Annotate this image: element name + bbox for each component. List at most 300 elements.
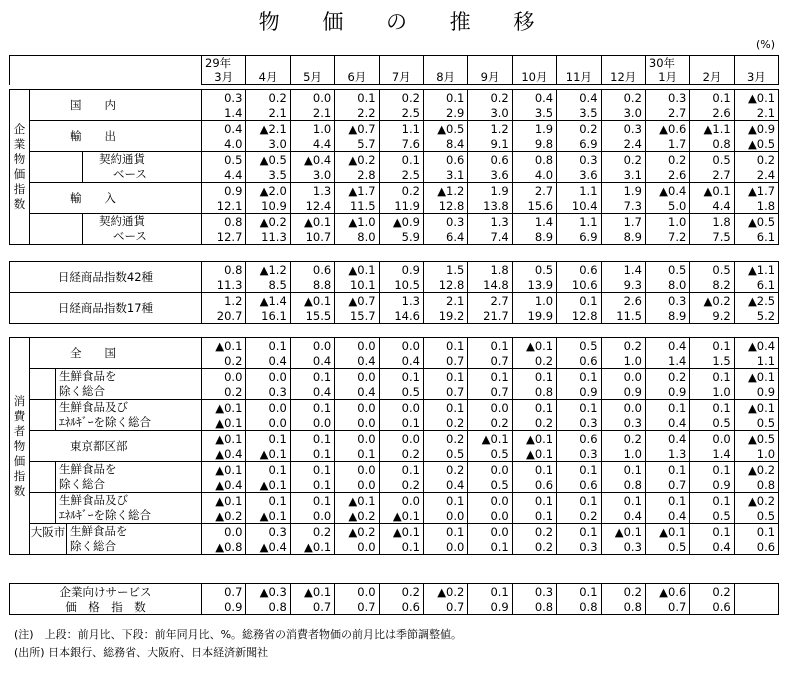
value-cell: 0.0 [335,431,379,447]
value-cell: 0.3 [557,152,601,168]
value-cell: 0.7 [423,384,467,400]
value-cell: ▲0.1 [468,431,512,447]
value-cell: ▲0.5 [246,152,290,168]
value-cell: 0.1 [645,400,689,416]
value-cell: 0.4 [202,121,246,137]
value-cell: 0.0 [290,415,334,431]
value-cell: 0.2 [734,152,778,168]
row-label [30,152,202,183]
value-cell: 0.7 [335,599,379,615]
value-cell: 10.7 [290,229,334,245]
value-cell: 0.8 [557,599,601,615]
row-label [30,90,202,121]
value-cell: 0.1 [246,431,290,447]
value-cell: 0.4 [557,90,601,106]
value-cell: ▲0.1 [512,431,556,447]
value-cell: 0.8 [246,599,290,615]
value-cell: 0.1 [379,415,423,431]
value-cell: 0.1 [335,90,379,106]
value-cell: 0.0 [468,462,512,478]
value-cell: ▲0.1 [246,477,290,493]
value-cell: 1.1 [557,183,601,199]
value-cell: 0.2 [379,446,423,462]
value-cell: 13.9 [512,277,556,293]
value-cell: 3.0 [246,136,290,152]
value-cell: 1.5 [690,353,734,369]
value-cell: ▲1.1 [690,121,734,137]
value-cell: 0.6 [512,477,556,493]
source-line: (出所) 日本銀行、総務省、大阪府、日本経済新聞社 [14,646,269,659]
value-cell: 0.1 [512,493,556,509]
row-label: 日経商品指数17種 [10,293,202,324]
value-cell: 8.5 [246,277,290,293]
year-mark: 30年 [645,56,689,71]
value-cell: 0.8 [601,477,645,493]
value-cell: 0.3 [601,539,645,555]
value-cell: 0.0 [423,539,467,555]
value-cell: 1.8 [734,198,778,214]
value-cell: 0.1 [690,400,734,416]
row-label-text: 輸 入 [70,191,116,205]
value-cell: 3.0 [468,105,512,121]
value-cell: 8.9 [601,229,645,245]
value-cell: 9.8 [512,136,556,152]
value-cell: ▲0.1 [512,446,556,462]
row-label [30,121,202,152]
value-cell: 0.5 [690,152,734,168]
value-cell: 1.5 [423,262,467,278]
value-cell: ▲0.3 [246,584,290,600]
vertical-section-label [10,90,30,245]
value-cell: 0.3 [557,415,601,431]
value-cell: 16.1 [246,308,290,324]
value-cell: 0.8 [690,136,734,152]
corporate-price-table [9,89,779,245]
value-cell: 0.2 [379,477,423,493]
value-cell: 0.7 [423,353,467,369]
value-cell: 0.0 [335,369,379,385]
value-cell: 8.4 [423,136,467,152]
value-cell: 0.1 [468,338,512,354]
value-cell: ▲0.5 [734,136,778,152]
value-cell: 4.4 [690,198,734,214]
value-cell: 11.5 [601,308,645,324]
value-cell: ▲0.2 [690,293,734,309]
value-cell: 0.0 [379,338,423,354]
unit-label: (%) [755,38,775,51]
value-cell: 2.7 [468,293,512,309]
year-mark [468,56,512,71]
value-cell: 15.5 [290,308,334,324]
value-cell: 4.4 [202,167,246,183]
value-cell: 3.5 [512,105,556,121]
nikkei-index-table [9,261,779,324]
value-cell: 0.1 [557,462,601,478]
value-cell: ▲0.1 [290,584,334,600]
value-cell: 1.9 [512,121,556,137]
value-cell: 1.0 [734,446,778,462]
value-cell: ▲0.9 [379,214,423,230]
value-cell: 5.2 [734,308,778,324]
value-cell: 10.4 [557,198,601,214]
value-cell: 0.6 [557,262,601,278]
value-cell: 0.1 [335,446,379,462]
value-cell: 0.1 [690,338,734,354]
value-cell: 0.4 [379,353,423,369]
row-label [30,524,202,555]
value-cell: 3.1 [601,167,645,183]
value-cell: 0.4 [335,353,379,369]
value-cell: 12.4 [290,198,334,214]
vertical-char: 消 [13,393,26,408]
value-cell: 0.4 [645,415,689,431]
value-cell: 1.3 [468,214,512,230]
value-cell: ▲0.1 [379,508,423,524]
value-cell: 0.4 [601,508,645,524]
value-cell: 21.7 [468,308,512,324]
value-cell: ▲0.7 [335,293,379,309]
value-cell: ▲0.5 [423,121,467,137]
value-cell: 7.4 [468,229,512,245]
value-cell: 11.9 [379,198,423,214]
value-cell: 0.2 [645,369,689,385]
value-cell: 0.1 [290,493,334,509]
value-cell: 0.1 [290,431,334,447]
value-cell: ▲1.7 [734,183,778,199]
month-header: 1月 [645,70,689,85]
value-cell: 8.0 [335,229,379,245]
year-mark: 29年 [202,56,246,71]
value-cell: 15.6 [512,198,556,214]
value-cell: 0.6 [423,152,467,168]
value-cell: 3.5 [557,105,601,121]
value-cell: 0.8 [202,262,246,278]
value-cell: ▲0.2 [246,214,290,230]
value-cell: ▲2.5 [734,293,778,309]
year-mark [734,56,778,71]
value-cell: 1.0 [601,446,645,462]
value-cell: 3.5 [246,167,290,183]
vertical-char: 物 [13,152,26,166]
value-cell: 0.5 [468,477,512,493]
value-cell: 0.1 [557,524,601,540]
value-cell: 0.2 [379,90,423,106]
value-cell: 1.8 [468,262,512,278]
value-cell: ▲0.1 [202,431,246,447]
value-cell: 1.1 [379,121,423,137]
value-cell: 0.6 [557,353,601,369]
value-cell: 0.4 [645,508,689,524]
row-label-line1: 生鮮食品を [59,369,117,383]
value-cell: 0.0 [290,338,334,354]
vertical-char: 指 [13,182,26,196]
value-cell: ▲0.1 [202,338,246,354]
value-cell: 0.2 [601,152,645,168]
value-cell: 0.9 [601,384,645,400]
value-cell: 0.0 [379,493,423,509]
vertical-char: 価 [13,167,26,181]
value-cell: 0.1 [734,524,778,540]
row-label-text: 全 国 [70,346,116,360]
value-cell: 0.5 [512,262,556,278]
value-cell: ▲0.5 [734,214,778,230]
month-header: 3月 [202,70,246,85]
value-cell [734,599,778,615]
row-label [30,493,202,524]
value-cell: ▲0.1 [601,524,645,540]
value-cell: 0.0 [468,508,512,524]
vertical-char: 物 [13,438,26,453]
value-cell: ▲0.1 [290,214,334,230]
value-cell: 0.0 [335,477,379,493]
value-cell: ▲0.6 [645,584,689,600]
value-cell: 0.2 [379,584,423,600]
value-cell: 5.9 [379,229,423,245]
value-cell: 2.7 [645,105,689,121]
value-cell: 1.9 [601,183,645,199]
consumer-price-table [9,337,779,555]
value-cell: 0.1 [468,539,512,555]
value-cell: 1.0 [512,293,556,309]
value-cell: 1.0 [601,353,645,369]
value-cell: ▲0.4 [734,338,778,354]
row-label [30,400,202,431]
value-cell: ▲0.4 [246,539,290,555]
row-label [30,369,202,400]
value-cell: 0.1 [601,493,645,509]
value-cell: 0.5 [645,539,689,555]
value-cell: 2.6 [645,167,689,183]
value-cell: 0.9 [202,599,246,615]
value-cell: 0.3 [557,446,601,462]
value-cell: 0.1 [557,369,601,385]
value-cell: 0.0 [335,415,379,431]
value-cell: 1.7 [601,214,645,230]
value-cell: 1.8 [690,214,734,230]
value-cell: ▲0.2 [335,508,379,524]
value-cell: ▲0.1 [290,539,334,555]
value-cell: 1.3 [379,293,423,309]
value-cell: 0.8 [601,599,645,615]
value-cell: 0.4 [645,431,689,447]
vertical-char: 業 [13,137,26,151]
value-cell: 3.6 [557,167,601,183]
value-cell: 20.7 [202,308,246,324]
value-cell: 10.5 [379,277,423,293]
value-cell: 6.9 [557,136,601,152]
value-cell: 0.0 [290,508,334,524]
value-cell: 0.2 [246,90,290,106]
value-cell: 0.1 [557,493,601,509]
row-label-text: 輸 出 [70,129,116,143]
value-cell: 0.0 [202,524,246,540]
value-cell: 0.1 [246,338,290,354]
value-cell: 8.2 [690,277,734,293]
value-cell: 0.1 [690,462,734,478]
value-cell: 0.6 [734,539,778,555]
value-cell: 0.6 [557,477,601,493]
value-cell: 8.9 [645,308,689,324]
vertical-char: 価 [13,453,26,468]
value-cell: ▲0.1 [202,400,246,416]
year-mark [557,56,601,71]
value-cell: 4.0 [202,136,246,152]
value-cell: 0.1 [246,493,290,509]
value-cell: 0.1 [690,493,734,509]
value-cell: 0.2 [601,338,645,354]
value-cell: 0.5 [690,262,734,278]
value-cell: ▲0.1 [246,508,290,524]
row-label-line2: ベース [113,167,147,181]
row-label-line2: 除く総合 [59,384,105,398]
note-line: (注) 上段：前月比、下段：前年同月比、%。総務省の消費者物価の前月比は季節調整値。 [14,628,463,641]
value-cell: 0.0 [335,539,379,555]
month-header: 10月 [512,70,556,85]
value-cell: 0.0 [246,400,290,416]
value-cell: 0.8 [202,214,246,230]
value-cell: 0.1 [601,462,645,478]
value-cell: 0.2 [202,353,246,369]
row-label-line2: 除く総合 [59,477,105,491]
value-cell: ▲0.9 [734,121,778,137]
year-mark [423,56,467,71]
value-cell: 0.1 [512,400,556,416]
value-cell: 0.7 [468,353,512,369]
value-cell: 7.2 [645,229,689,245]
value-cell: 4.0 [512,167,556,183]
value-cell: 12.7 [202,229,246,245]
value-cell: 2.1 [246,105,290,121]
value-cell: 0.1 [512,508,556,524]
value-cell: 0.6 [290,262,334,278]
value-cell: 2.5 [379,105,423,121]
value-cell: 14.6 [379,308,423,324]
value-cell: 0.9 [202,183,246,199]
value-cell: 1.2 [202,293,246,309]
value-cell: 0.4 [512,90,556,106]
value-cell: 0.4 [335,384,379,400]
value-cell: 0.3 [645,90,689,106]
value-cell: 0.7 [468,384,512,400]
value-cell: 2.1 [290,105,334,121]
value-cell: 0.1 [379,462,423,478]
row-label-text: 国 内 [70,98,116,112]
month-header: 7月 [379,70,423,85]
value-cell: 0.2 [423,415,467,431]
value-cell: 0.5 [734,415,778,431]
value-cell: ▲0.8 [202,539,246,555]
page-title: 物 価 の 推 移 [258,10,553,34]
service-price-table [9,583,779,615]
value-cell: 0.7 [290,599,334,615]
value-cell: 0.1 [512,462,556,478]
value-cell: 1.0 [690,384,734,400]
value-cell: ▲0.1 [202,462,246,478]
value-cell: 0.8 [512,599,556,615]
value-cell: 0.7 [202,584,246,600]
value-cell: 8.8 [290,277,334,293]
value-cell: ▲0.1 [734,400,778,416]
value-cell: 0.3 [557,539,601,555]
value-cell: 0.1 [423,400,467,416]
row-label: 日経商品指数42種 [10,262,202,293]
value-cell: ▲1.1 [734,262,778,278]
value-cell: 0.6 [379,599,423,615]
month-header: 12月 [601,70,645,85]
value-cell: 0.1 [690,369,734,385]
value-cell: 0.2 [645,152,689,168]
value-cell: 7.3 [601,198,645,214]
value-cell: 1.2 [468,121,512,137]
value-cell: 0.1 [468,584,512,600]
value-cell: 11.5 [335,198,379,214]
value-cell: 0.9 [690,477,734,493]
value-cell: 0.8 [734,477,778,493]
value-cell: 11.3 [202,277,246,293]
value-cell: 0.2 [512,353,556,369]
value-cell: 1.4 [645,353,689,369]
value-cell: 0.1 [423,524,467,540]
value-cell: 8.9 [512,229,556,245]
value-cell: 0.0 [246,369,290,385]
value-cell: 0.7 [645,477,689,493]
value-cell: 0.0 [335,462,379,478]
value-cell: 0.1 [512,369,556,385]
value-cell: 19.2 [423,308,467,324]
value-cell: 0.2 [468,415,512,431]
value-cell: ▲0.2 [335,152,379,168]
service-label-line2: 価 格 指 数 [10,599,202,615]
value-cell: 0.1 [379,539,423,555]
row-label-line1: 生鮮食品及び [59,400,128,414]
value-cell: 0.1 [423,338,467,354]
value-cell: 2.7 [690,167,734,183]
value-cell: 0.1 [557,400,601,416]
value-cell: ▲0.1 [246,446,290,462]
value-cell: 11.3 [246,229,290,245]
value-cell: 1.0 [645,214,689,230]
value-cell: 0.2 [512,539,556,555]
value-cell: ▲0.1 [645,524,689,540]
year-mark [335,56,379,71]
value-cell: 0.2 [423,431,467,447]
value-cell: 0.0 [379,400,423,416]
value-cell: ▲0.1 [734,90,778,106]
value-cell: 9.1 [468,136,512,152]
row-label [30,338,202,369]
value-cell: 1.3 [290,183,334,199]
value-cell: 0.2 [290,524,334,540]
value-cell: 0.2 [512,524,556,540]
row-label-line1: 契約通貨 [99,214,145,228]
value-cell: 0.7 [645,599,689,615]
row-label-text: 東京都区部 [70,439,128,453]
value-cell: 0.1 [290,477,334,493]
value-cell: 0.1 [290,462,334,478]
month-header: 9月 [468,70,512,85]
row-prefix-label: 大阪市 [30,524,67,554]
row-label-line2: 除く総合 [70,539,116,553]
row-label-line2: ｴﾈﾙｷﾞｰを除く総合 [59,508,151,522]
value-cell: 12.1 [202,198,246,214]
value-cell: 0.6 [468,152,512,168]
value-cell: 12.8 [557,308,601,324]
value-cell: ▲1.2 [246,262,290,278]
value-cell: 0.3 [202,90,246,106]
value-cell: 0.1 [690,90,734,106]
value-cell: 6.9 [557,229,601,245]
value-cell: 0.1 [246,462,290,478]
